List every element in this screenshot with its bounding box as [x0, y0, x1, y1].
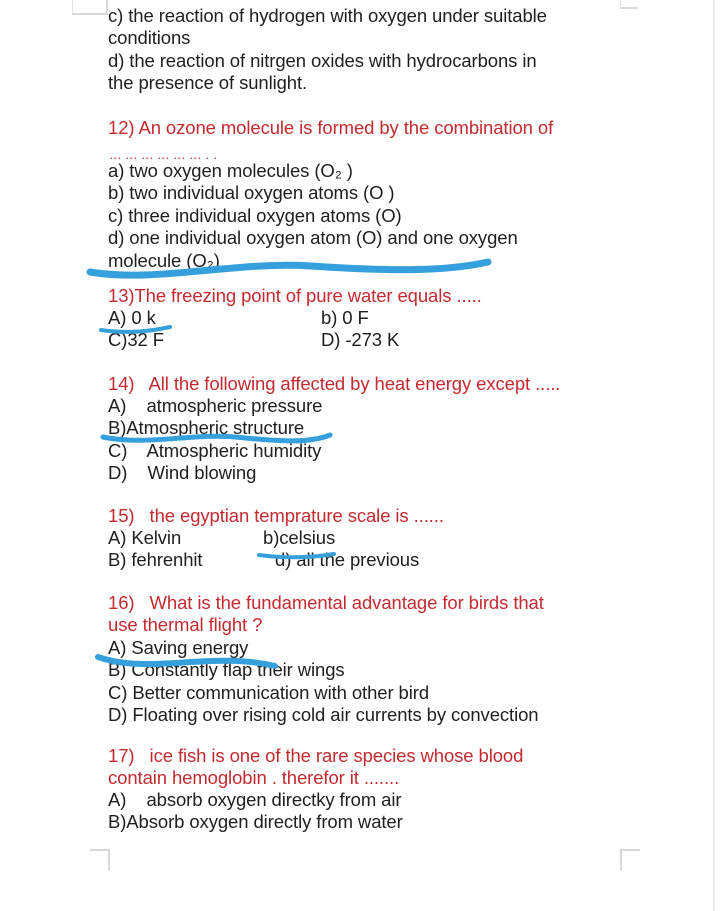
- question-12-options: [108, 160, 518, 272]
- q16-option-a: A) Saving energy: [108, 637, 249, 658]
- q12-option-b: b) two individual oxygen atoms (O ): [108, 182, 395, 204]
- q15-option-d: d) all the previous: [275, 549, 420, 571]
- q15-option-c: B) fehrenhit: [108, 549, 203, 571]
- question-12-title: 12) An ozone molecule is formed by the combination of: [108, 117, 554, 138]
- question-14-options: [108, 395, 322, 485]
- q12-option-d-line1: d) one individual oxygen atom (O) and one oxygen: [108, 227, 518, 249]
- crop-mark-top-left: [72, 0, 108, 15]
- option-c-line1: c) the reaction of hydrogen with oxygen under suitable: [108, 5, 547, 26]
- q14-option-a: A) atmospheric pressure: [108, 395, 323, 416]
- question-13-title: 13)The freezing point of pure water equals .....: [108, 285, 482, 306]
- q16-option-d: D) Floating over rising cold air currents by convection: [108, 704, 539, 726]
- question-17-options: [108, 789, 403, 834]
- q13-option-d: D) -273 K: [321, 329, 400, 351]
- q17-option-a: A) absorb oxygen directky from air: [108, 789, 402, 810]
- page-right-edge: [713, 0, 720, 911]
- question-14-title: 14) All the following affected by heat energy except .....: [108, 373, 561, 394]
- option-d-line1: d) the reaction of nitrgen oxides with hydrocarbons in: [108, 49, 537, 71]
- q16-option-b: B) Constantly flap their wings: [108, 659, 345, 681]
- q13-option-b: b) 0 F: [321, 307, 369, 328]
- question-16-title: 16) What is the fundamental advantage for birds that use thermal flight ?: [108, 592, 544, 636]
- question-11-options-tail: [108, 5, 547, 95]
- q15-option-b: b)celsius: [263, 527, 336, 548]
- q12-option-a: a) two oxygen molecules (O₂ ): [108, 160, 353, 181]
- q17-option-b: B)Absorb oxygen directly from water: [108, 811, 403, 833]
- q13-option-a: A) 0 k: [108, 307, 156, 328]
- question-16-options: [108, 637, 538, 727]
- question-12-dotted-line: ... ... ... ... ... ... . .: [110, 151, 219, 161]
- q14-option-c: C) Atmospheric humidity: [108, 439, 322, 461]
- crop-mark-bottom-left: [90, 849, 110, 870]
- question-15-title: 15) the egyptian temprature scale is ......: [108, 505, 444, 526]
- q14-option-b: B)Atmospheric structure: [108, 417, 305, 439]
- q13-option-c: C)32 F: [108, 329, 164, 351]
- option-d-line2: the presence of sunlight.: [108, 72, 308, 94]
- question-13-options: [108, 307, 399, 352]
- q16-option-c: C) Better communication with other bird: [108, 681, 430, 703]
- q12-option-c: c) three individual oxygen atoms (O): [108, 204, 402, 226]
- question-17-title: 17) ice fish is one of the rare species whose blood contain hemoglobin . therefor it .......: [108, 745, 524, 789]
- q12-option-d-line2: molecule (O₂): [108, 249, 220, 271]
- crop-mark-bottom-right: [620, 849, 640, 870]
- option-c-line2: conditions: [108, 27, 191, 49]
- q14-option-d: D) Wind blowing: [108, 462, 257, 484]
- q15-option-a: A) Kelvin: [108, 527, 182, 548]
- question-15-options: [108, 527, 419, 572]
- crop-mark-top-right: [620, 0, 638, 9]
